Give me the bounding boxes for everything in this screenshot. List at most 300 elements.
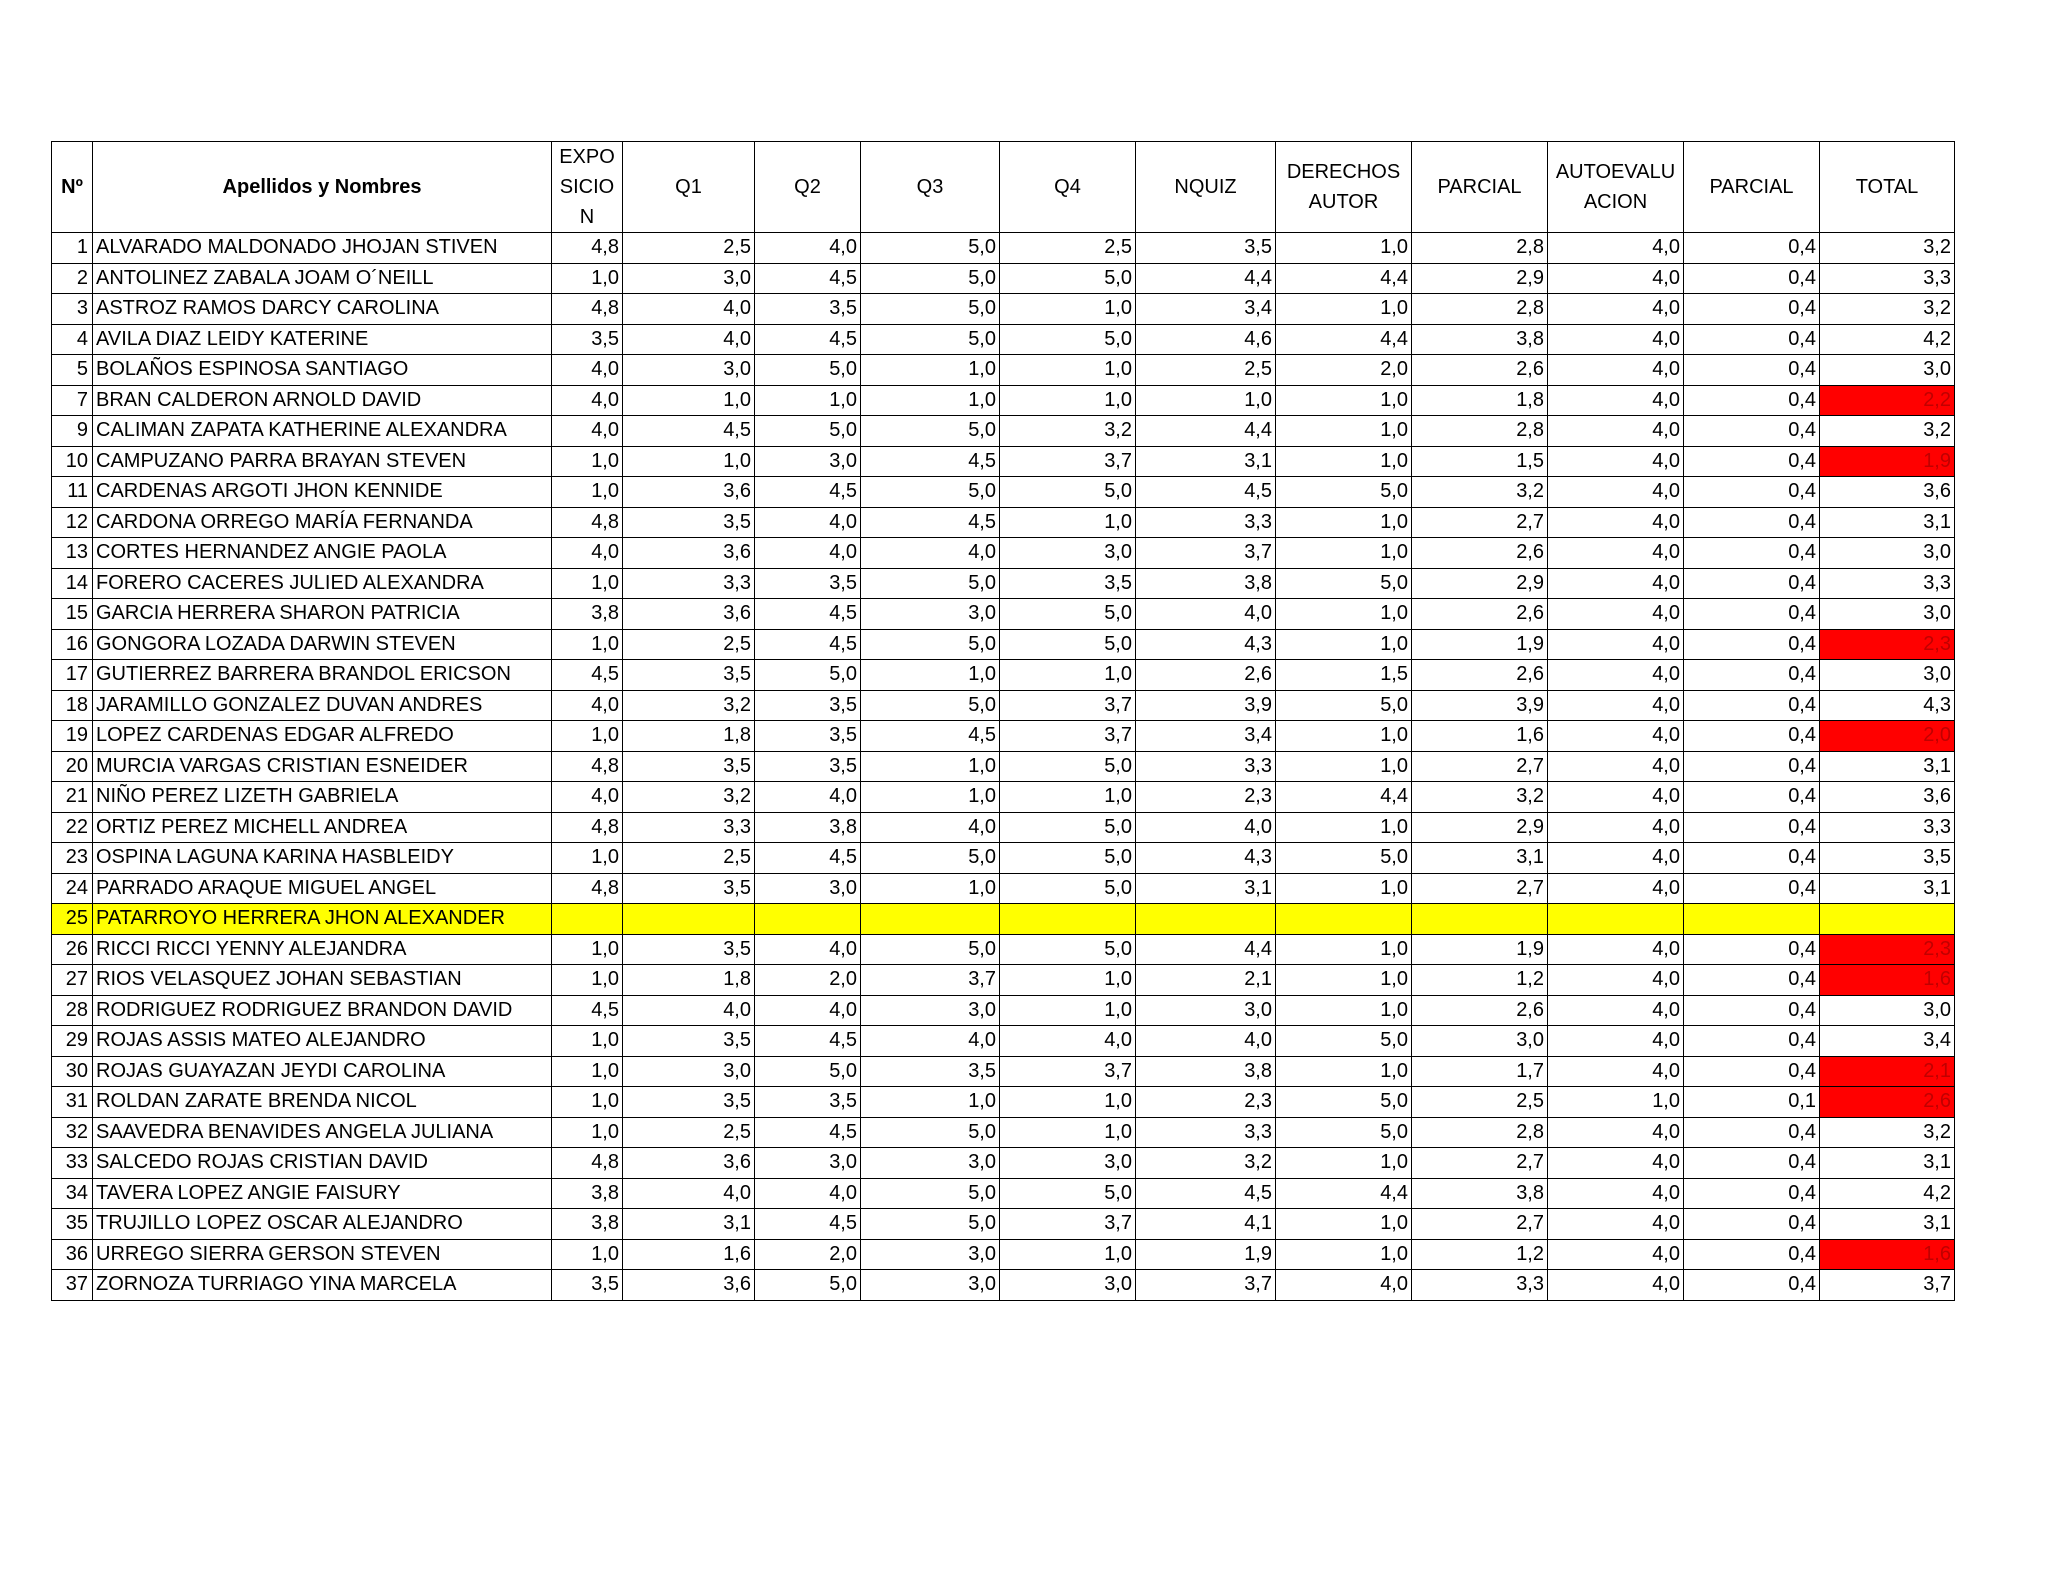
cell-derechos-autor: 1,5 [1276, 660, 1412, 691]
cell-parcial-2: 0,4 [1684, 1178, 1820, 1209]
cell-exposicion: 3,5 [552, 1270, 623, 1301]
cell-q4: 3,7 [1000, 446, 1136, 477]
cell-q2: 2,0 [755, 965, 861, 996]
cell-name: BRAN CALDERON ARNOLD DAVID [93, 385, 552, 416]
cell-exposicion: 3,5 [552, 324, 623, 355]
cell-q2: 3,0 [755, 1148, 861, 1179]
cell-parcial-1: 1,6 [1412, 721, 1548, 752]
cell-q4: 5,0 [1000, 751, 1136, 782]
cell-exposicion: 3,8 [552, 1209, 623, 1240]
cell-autoevaluacion: 4,0 [1548, 995, 1684, 1026]
cell-nquiz: 3,8 [1136, 568, 1276, 599]
cell-parcial-1: 2,9 [1412, 812, 1548, 843]
cell-total [1820, 904, 1955, 935]
cell-exposicion: 1,0 [552, 1087, 623, 1118]
cell-nquiz: 3,8 [1136, 1056, 1276, 1087]
cell-total: 2,3 [1820, 629, 1955, 660]
cell-name: GONGORA LOZADA DARWIN STEVEN [93, 629, 552, 660]
cell-q3: 1,0 [861, 751, 1000, 782]
cell-q3: 3,0 [861, 995, 1000, 1026]
cell-parcial-2: 0,4 [1684, 1056, 1820, 1087]
cell-name: GARCIA HERRERA SHARON PATRICIA [93, 599, 552, 630]
table-row [52, 355, 1955, 386]
cell-number: 11 [52, 477, 93, 508]
cell-parcial-2: 0,4 [1684, 1239, 1820, 1270]
cell-q2: 5,0 [755, 660, 861, 691]
cell-derechos-autor: 1,0 [1276, 812, 1412, 843]
cell-autoevaluacion: 4,0 [1548, 1239, 1684, 1270]
cell-q3: 5,0 [861, 1209, 1000, 1240]
cell-nquiz [1136, 904, 1276, 935]
cell-autoevaluacion: 4,0 [1548, 416, 1684, 447]
cell-q3: 5,0 [861, 477, 1000, 508]
cell-name: CORTES HERNANDEZ ANGIE PAOLA [93, 538, 552, 569]
cell-name: LOPEZ CARDENAS EDGAR ALFREDO [93, 721, 552, 752]
table-row [52, 324, 1955, 355]
cell-nquiz: 3,4 [1136, 721, 1276, 752]
cell-number: 18 [52, 690, 93, 721]
cell-parcial-2: 0,4 [1684, 599, 1820, 630]
cell-derechos-autor: 1,0 [1276, 233, 1412, 264]
cell-q1: 3,3 [623, 568, 755, 599]
cell-number: 10 [52, 446, 93, 477]
cell-parcial-2: 0,4 [1684, 690, 1820, 721]
cell-nquiz: 4,0 [1136, 812, 1276, 843]
cell-number: 30 [52, 1056, 93, 1087]
cell-parcial-2: 0,4 [1684, 568, 1820, 599]
cell-q3: 5,0 [861, 934, 1000, 965]
cell-autoevaluacion: 4,0 [1548, 1117, 1684, 1148]
cell-autoevaluacion: 4,0 [1548, 1178, 1684, 1209]
cell-name: MURCIA VARGAS CRISTIAN ESNEIDER [93, 751, 552, 782]
header-number: Nº [52, 142, 93, 233]
cell-q4: 3,7 [1000, 1209, 1136, 1240]
cell-exposicion: 4,5 [552, 660, 623, 691]
cell-q3: 5,0 [861, 416, 1000, 447]
cell-parcial-1: 1,2 [1412, 1239, 1548, 1270]
cell-total: 3,2 [1820, 294, 1955, 325]
cell-parcial-2: 0,4 [1684, 446, 1820, 477]
cell-q2: 4,0 [755, 782, 861, 813]
cell-exposicion: 1,0 [552, 1239, 623, 1270]
cell-q4: 1,0 [1000, 782, 1136, 813]
cell-autoevaluacion: 4,0 [1548, 782, 1684, 813]
cell-parcial-1: 2,6 [1412, 355, 1548, 386]
header-parcial-1: PARCIAL [1412, 142, 1548, 233]
cell-q3: 4,0 [861, 1026, 1000, 1057]
table-row [52, 568, 1955, 599]
cell-number: 17 [52, 660, 93, 691]
cell-parcial-2: 0,4 [1684, 660, 1820, 691]
cell-q3: 3,0 [861, 1270, 1000, 1301]
table-row [52, 477, 1955, 508]
cell-total: 3,2 [1820, 1117, 1955, 1148]
table-row [52, 1148, 1955, 1179]
cell-q4: 5,0 [1000, 934, 1136, 965]
cell-total: 4,2 [1820, 1178, 1955, 1209]
cell-exposicion: 4,0 [552, 782, 623, 813]
cell-total: 3,0 [1820, 355, 1955, 386]
cell-total: 3,0 [1820, 538, 1955, 569]
cell-q2: 4,0 [755, 507, 861, 538]
cell-q2: 4,5 [755, 263, 861, 294]
cell-number: 9 [52, 416, 93, 447]
cell-exposicion: 1,0 [552, 477, 623, 508]
cell-derechos-autor: 1,0 [1276, 538, 1412, 569]
cell-q3: 5,0 [861, 843, 1000, 874]
cell-total: 3,3 [1820, 568, 1955, 599]
cell-parcial-1: 2,6 [1412, 599, 1548, 630]
table-row [52, 934, 1955, 965]
cell-derechos-autor: 5,0 [1276, 1026, 1412, 1057]
table-row [52, 233, 1955, 264]
cell-q1: 3,6 [623, 538, 755, 569]
cell-parcial-2: 0,4 [1684, 324, 1820, 355]
cell-number: 1 [52, 233, 93, 264]
cell-derechos-autor: 1,0 [1276, 721, 1412, 752]
cell-parcial-2: 0,4 [1684, 1148, 1820, 1179]
cell-parcial-2: 0,4 [1684, 843, 1820, 874]
cell-nquiz: 3,1 [1136, 446, 1276, 477]
table-row [52, 751, 1955, 782]
cell-nquiz: 2,5 [1136, 355, 1276, 386]
cell-parcial-2: 0,4 [1684, 416, 1820, 447]
cell-total: 3,4 [1820, 1026, 1955, 1057]
cell-q1: 1,8 [623, 721, 755, 752]
cell-name: RICCI RICCI YENNY ALEJANDRA [93, 934, 552, 965]
cell-q1: 3,6 [623, 477, 755, 508]
cell-nquiz: 3,4 [1136, 294, 1276, 325]
cell-autoevaluacion: 4,0 [1548, 873, 1684, 904]
cell-autoevaluacion: 4,0 [1548, 690, 1684, 721]
cell-q1: 3,5 [623, 1087, 755, 1118]
cell-q3: 5,0 [861, 263, 1000, 294]
cell-exposicion: 4,8 [552, 873, 623, 904]
cell-name: ALVARADO MALDONADO JHOJAN STIVEN [93, 233, 552, 264]
cell-total: 3,6 [1820, 782, 1955, 813]
cell-total: 3,1 [1820, 1209, 1955, 1240]
cell-exposicion: 1,0 [552, 629, 623, 660]
cell-q3: 4,0 [861, 812, 1000, 843]
cell-q4: 1,0 [1000, 1239, 1136, 1270]
cell-exposicion: 4,8 [552, 294, 623, 325]
table-row [52, 690, 1955, 721]
cell-q2: 3,5 [755, 721, 861, 752]
cell-derechos-autor: 5,0 [1276, 568, 1412, 599]
cell-q2: 4,5 [755, 1026, 861, 1057]
cell-exposicion: 1,0 [552, 1117, 623, 1148]
cell-exposicion: 4,8 [552, 751, 623, 782]
cell-q4: 3,0 [1000, 1148, 1136, 1179]
cell-number: 24 [52, 873, 93, 904]
cell-q1: 4,0 [623, 995, 755, 1026]
cell-q1: 2,5 [623, 843, 755, 874]
cell-q3: 1,0 [861, 355, 1000, 386]
header-parcial-2: PARCIAL [1684, 142, 1820, 233]
header-q2: Q2 [755, 142, 861, 233]
cell-q4: 1,0 [1000, 294, 1136, 325]
cell-q2: 4,5 [755, 599, 861, 630]
cell-q3: 5,0 [861, 1117, 1000, 1148]
cell-autoevaluacion: 4,0 [1548, 507, 1684, 538]
cell-total: 3,2 [1820, 233, 1955, 264]
cell-q1: 3,5 [623, 1026, 755, 1057]
cell-exposicion: 4,5 [552, 995, 623, 1026]
cell-name: ROLDAN ZARATE BRENDA NICOL [93, 1087, 552, 1118]
cell-derechos-autor: 5,0 [1276, 690, 1412, 721]
table-row [52, 446, 1955, 477]
cell-q4: 1,0 [1000, 507, 1136, 538]
cell-nquiz: 4,4 [1136, 263, 1276, 294]
cell-exposicion: 1,0 [552, 263, 623, 294]
cell-autoevaluacion: 4,0 [1548, 477, 1684, 508]
cell-autoevaluacion: 4,0 [1548, 1270, 1684, 1301]
cell-name: CALIMAN ZAPATA KATHERINE ALEXANDRA [93, 416, 552, 447]
cell-total: 3,5 [1820, 843, 1955, 874]
cell-total: 3,3 [1820, 812, 1955, 843]
cell-exposicion [552, 904, 623, 935]
cell-q3: 3,0 [861, 1239, 1000, 1270]
header-exposicion: EXPO SICIO N [552, 142, 623, 233]
cell-number: 25 [52, 904, 93, 935]
cell-q2: 4,0 [755, 1178, 861, 1209]
cell-q2: 4,5 [755, 324, 861, 355]
cell-number: 33 [52, 1148, 93, 1179]
cell-name: FORERO CACERES JULIED ALEXANDRA [93, 568, 552, 599]
cell-number: 13 [52, 538, 93, 569]
cell-q4: 1,0 [1000, 1087, 1136, 1118]
cell-number: 23 [52, 843, 93, 874]
cell-parcial-1: 2,8 [1412, 233, 1548, 264]
table-row [52, 995, 1955, 1026]
cell-autoevaluacion: 4,0 [1548, 812, 1684, 843]
cell-parcial-2: 0,4 [1684, 721, 1820, 752]
cell-parcial-2: 0,4 [1684, 782, 1820, 813]
cell-nquiz: 3,2 [1136, 1148, 1276, 1179]
cell-number: 29 [52, 1026, 93, 1057]
cell-autoevaluacion: 4,0 [1548, 446, 1684, 477]
cell-autoevaluacion: 4,0 [1548, 385, 1684, 416]
cell-derechos-autor [1276, 904, 1412, 935]
cell-q4: 3,2 [1000, 416, 1136, 447]
table-row [52, 1026, 1955, 1057]
cell-nquiz: 3,7 [1136, 1270, 1276, 1301]
cell-name: ORTIZ PEREZ MICHELL ANDREA [93, 812, 552, 843]
table-row [52, 873, 1955, 904]
cell-q3: 4,0 [861, 538, 1000, 569]
header-nquiz: NQUIZ [1136, 142, 1276, 233]
cell-derechos-autor: 1,0 [1276, 446, 1412, 477]
cell-autoevaluacion: 4,0 [1548, 233, 1684, 264]
cell-q2: 4,5 [755, 843, 861, 874]
cell-q2: 3,8 [755, 812, 861, 843]
cell-nquiz: 4,4 [1136, 934, 1276, 965]
cell-derechos-autor: 5,0 [1276, 477, 1412, 508]
cell-total: 2,3 [1820, 934, 1955, 965]
cell-q2 [755, 904, 861, 935]
grades-body [52, 233, 1955, 1301]
cell-name: JARAMILLO GONZALEZ DUVAN ANDRES [93, 690, 552, 721]
cell-name: BOLAÑOS ESPINOSA SANTIAGO [93, 355, 552, 386]
cell-q4: 5,0 [1000, 599, 1136, 630]
cell-derechos-autor: 1,0 [1276, 1148, 1412, 1179]
cell-name: SALCEDO ROJAS CRISTIAN DAVID [93, 1148, 552, 1179]
cell-nquiz: 3,9 [1136, 690, 1276, 721]
cell-parcial-1: 1,9 [1412, 934, 1548, 965]
cell-number: 7 [52, 385, 93, 416]
cell-autoevaluacion: 4,0 [1548, 355, 1684, 386]
cell-q2: 3,0 [755, 446, 861, 477]
cell-total: 3,6 [1820, 477, 1955, 508]
cell-parcial-2: 0,4 [1684, 233, 1820, 264]
table-row [52, 1178, 1955, 1209]
cell-q2: 1,0 [755, 385, 861, 416]
cell-nquiz: 4,3 [1136, 843, 1276, 874]
cell-nquiz: 4,6 [1136, 324, 1276, 355]
cell-autoevaluacion: 4,0 [1548, 294, 1684, 325]
cell-number: 12 [52, 507, 93, 538]
cell-parcial-1: 3,9 [1412, 690, 1548, 721]
cell-parcial-1: 1,9 [1412, 629, 1548, 660]
cell-q2: 2,0 [755, 1239, 861, 1270]
cell-parcial-2: 0,4 [1684, 751, 1820, 782]
cell-q1: 1,0 [623, 385, 755, 416]
cell-parcial-2: 0,4 [1684, 873, 1820, 904]
cell-nquiz: 1,9 [1136, 1239, 1276, 1270]
table-row [52, 1270, 1955, 1301]
cell-autoevaluacion: 1,0 [1548, 1087, 1684, 1118]
grades-table [51, 141, 1955, 1301]
cell-q2: 3,5 [755, 1087, 861, 1118]
cell-q3: 5,0 [861, 568, 1000, 599]
cell-autoevaluacion: 4,0 [1548, 1056, 1684, 1087]
cell-exposicion: 1,0 [552, 1056, 623, 1087]
cell-name: OSPINA LAGUNA KARINA HASBLEIDY [93, 843, 552, 874]
cell-number: 5 [52, 355, 93, 386]
cell-number: 27 [52, 965, 93, 996]
cell-autoevaluacion: 4,0 [1548, 1209, 1684, 1240]
cell-name: PATARROYO HERRERA JHON ALEXANDER [93, 904, 552, 935]
header-row [52, 142, 1955, 233]
cell-number: 3 [52, 294, 93, 325]
cell-q2: 3,5 [755, 568, 861, 599]
cell-autoevaluacion: 4,0 [1548, 934, 1684, 965]
header-q1: Q1 [623, 142, 755, 233]
cell-parcial-2: 0,4 [1684, 812, 1820, 843]
cell-q3: 5,0 [861, 1178, 1000, 1209]
table-row [52, 660, 1955, 691]
cell-parcial-1: 1,8 [1412, 385, 1548, 416]
cell-parcial-1: 3,2 [1412, 477, 1548, 508]
cell-q1: 4,0 [623, 294, 755, 325]
header-derechos-autor: DERECHOS AUTOR [1276, 142, 1412, 233]
cell-number: 19 [52, 721, 93, 752]
cell-exposicion: 4,8 [552, 233, 623, 264]
cell-q1: 3,2 [623, 782, 755, 813]
cell-q2: 3,5 [755, 690, 861, 721]
cell-parcial-1: 3,1 [1412, 843, 1548, 874]
cell-autoevaluacion: 4,0 [1548, 324, 1684, 355]
cell-number: 21 [52, 782, 93, 813]
cell-parcial-1: 3,2 [1412, 782, 1548, 813]
cell-q4: 1,0 [1000, 385, 1136, 416]
cell-nquiz: 4,0 [1136, 1026, 1276, 1057]
cell-nquiz: 2,1 [1136, 965, 1276, 996]
cell-derechos-autor: 4,4 [1276, 324, 1412, 355]
cell-q4: 1,0 [1000, 965, 1136, 996]
cell-q1: 1,8 [623, 965, 755, 996]
cell-q1: 3,6 [623, 1270, 755, 1301]
table-row [52, 507, 1955, 538]
cell-parcial-1: 3,8 [1412, 1178, 1548, 1209]
cell-q4: 4,0 [1000, 1026, 1136, 1057]
cell-name: CAMPUZANO PARRA BRAYAN STEVEN [93, 446, 552, 477]
cell-nquiz: 3,5 [1136, 233, 1276, 264]
cell-q1: 3,5 [623, 660, 755, 691]
cell-autoevaluacion: 4,0 [1548, 263, 1684, 294]
cell-parcial-2: 0,4 [1684, 538, 1820, 569]
cell-q1: 1,6 [623, 1239, 755, 1270]
cell-nquiz: 4,5 [1136, 1178, 1276, 1209]
cell-q3: 3,7 [861, 965, 1000, 996]
cell-nquiz: 2,3 [1136, 1087, 1276, 1118]
cell-autoevaluacion: 4,0 [1548, 599, 1684, 630]
header-name: Apellidos y Nombres [93, 142, 552, 233]
cell-q3: 1,0 [861, 660, 1000, 691]
table-row [52, 1087, 1955, 1118]
cell-derechos-autor: 1,0 [1276, 1209, 1412, 1240]
cell-name: ASTROZ RAMOS DARCY CAROLINA [93, 294, 552, 325]
cell-q1: 3,1 [623, 1209, 755, 1240]
cell-exposicion: 3,8 [552, 599, 623, 630]
cell-nquiz: 3,3 [1136, 1117, 1276, 1148]
cell-q3: 1,0 [861, 1087, 1000, 1118]
cell-parcial-1: 2,8 [1412, 416, 1548, 447]
cell-autoevaluacion [1548, 904, 1684, 935]
cell-autoevaluacion: 4,0 [1548, 1148, 1684, 1179]
cell-q1: 1,0 [623, 446, 755, 477]
cell-name: ROJAS ASSIS MATEO ALEJANDRO [93, 1026, 552, 1057]
cell-q4 [1000, 904, 1136, 935]
cell-derechos-autor: 1,0 [1276, 385, 1412, 416]
cell-q1: 4,0 [623, 324, 755, 355]
cell-total: 3,0 [1820, 660, 1955, 691]
cell-exposicion: 1,0 [552, 965, 623, 996]
cell-q4: 1,0 [1000, 1117, 1136, 1148]
cell-parcial-2: 0,1 [1684, 1087, 1820, 1118]
cell-exposicion: 1,0 [552, 568, 623, 599]
cell-parcial-1 [1412, 904, 1548, 935]
cell-derechos-autor: 5,0 [1276, 1117, 1412, 1148]
cell-name: NIÑO PEREZ LIZETH GABRIELA [93, 782, 552, 813]
cell-nquiz: 3,0 [1136, 995, 1276, 1026]
cell-exposicion: 4,8 [552, 812, 623, 843]
cell-q1: 4,5 [623, 416, 755, 447]
cell-q4: 3,5 [1000, 568, 1136, 599]
cell-q1: 3,5 [623, 934, 755, 965]
cell-parcial-1: 2,7 [1412, 751, 1548, 782]
table-row [52, 416, 1955, 447]
cell-number: 26 [52, 934, 93, 965]
cell-parcial-2: 0,4 [1684, 1026, 1820, 1057]
cell-total: 2,6 [1820, 1087, 1955, 1118]
cell-exposicion: 4,8 [552, 507, 623, 538]
cell-derechos-autor: 1,0 [1276, 507, 1412, 538]
cell-exposicion: 1,0 [552, 721, 623, 752]
cell-q2: 3,0 [755, 873, 861, 904]
cell-derechos-autor: 1,0 [1276, 629, 1412, 660]
header-total: TOTAL [1820, 142, 1955, 233]
